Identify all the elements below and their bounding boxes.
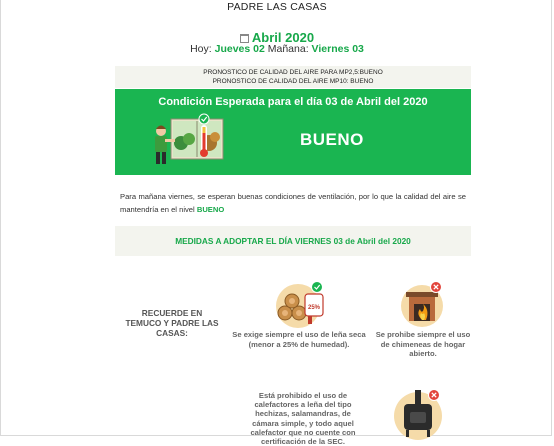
condition-banner [115, 89, 471, 175]
forecast-mp25: PRONOSTICO DE CALIDAD DEL AIRE PARA MP2,5:BUENO [203, 69, 383, 76]
measures-heading [115, 226, 471, 256]
fireplace-icon [398, 280, 446, 328]
day-summary [0, 43, 554, 55]
description-level: BUENO [196, 205, 225, 214]
person-thermometer-icon [149, 113, 229, 169]
measures-title-prefix: MEDIDAS A ADOPTAR EL DÍA VIERNES [175, 236, 332, 246]
firewood-icon [272, 280, 334, 328]
tomorrow-label: Mañana: [267, 43, 309, 55]
tomorrow-value: Viernes 03 [311, 43, 364, 55]
today-label: Hoy: [190, 43, 212, 55]
month-label: Abril 2020 [251, 30, 315, 45]
fireplace-caption: Se prohibe siempre el uso de chimeneas de hogar abierto. [375, 330, 471, 358]
forecast-description [120, 190, 466, 216]
firewood-caption: Se exige siempre el uso de leña seca (menor a 25% de humedad). [232, 330, 366, 349]
stove-caption: Está prohibido el uso de calefactores a leña del tipo hechizas, salamandras, de cámara simple, y todo aquel calefactor que no cuente con certificación de la SEC. [250, 391, 356, 446]
condition-title: Condición Esperada para el día 03 de Abril del 2020 [158, 96, 428, 108]
forecast-mp10: PRONOSTICO DE CALIDAD DEL AIRE MP10: BUENO [212, 77, 374, 85]
page-title: PADRE LAS CASAS [227, 1, 327, 13]
measures-title-suffix: 03 de Abril del 2020 [333, 236, 411, 246]
condition-status: BUENO [300, 130, 364, 149]
stove-icon [390, 386, 446, 438]
moisture-badge: 25% [307, 305, 321, 311]
calendar-icon [240, 34, 249, 43]
today-value: Jueves 02 [214, 43, 265, 55]
reminder-label: RECUERDE EN TEMUCO Y PADRE LAS CASAS: [125, 308, 219, 338]
description-text: Para mañana viernes, se esperan buenas condiciones de ventilación, por lo que la calidad del aire se mantendría en el nivel [120, 192, 466, 214]
forecast-panel [115, 66, 471, 88]
